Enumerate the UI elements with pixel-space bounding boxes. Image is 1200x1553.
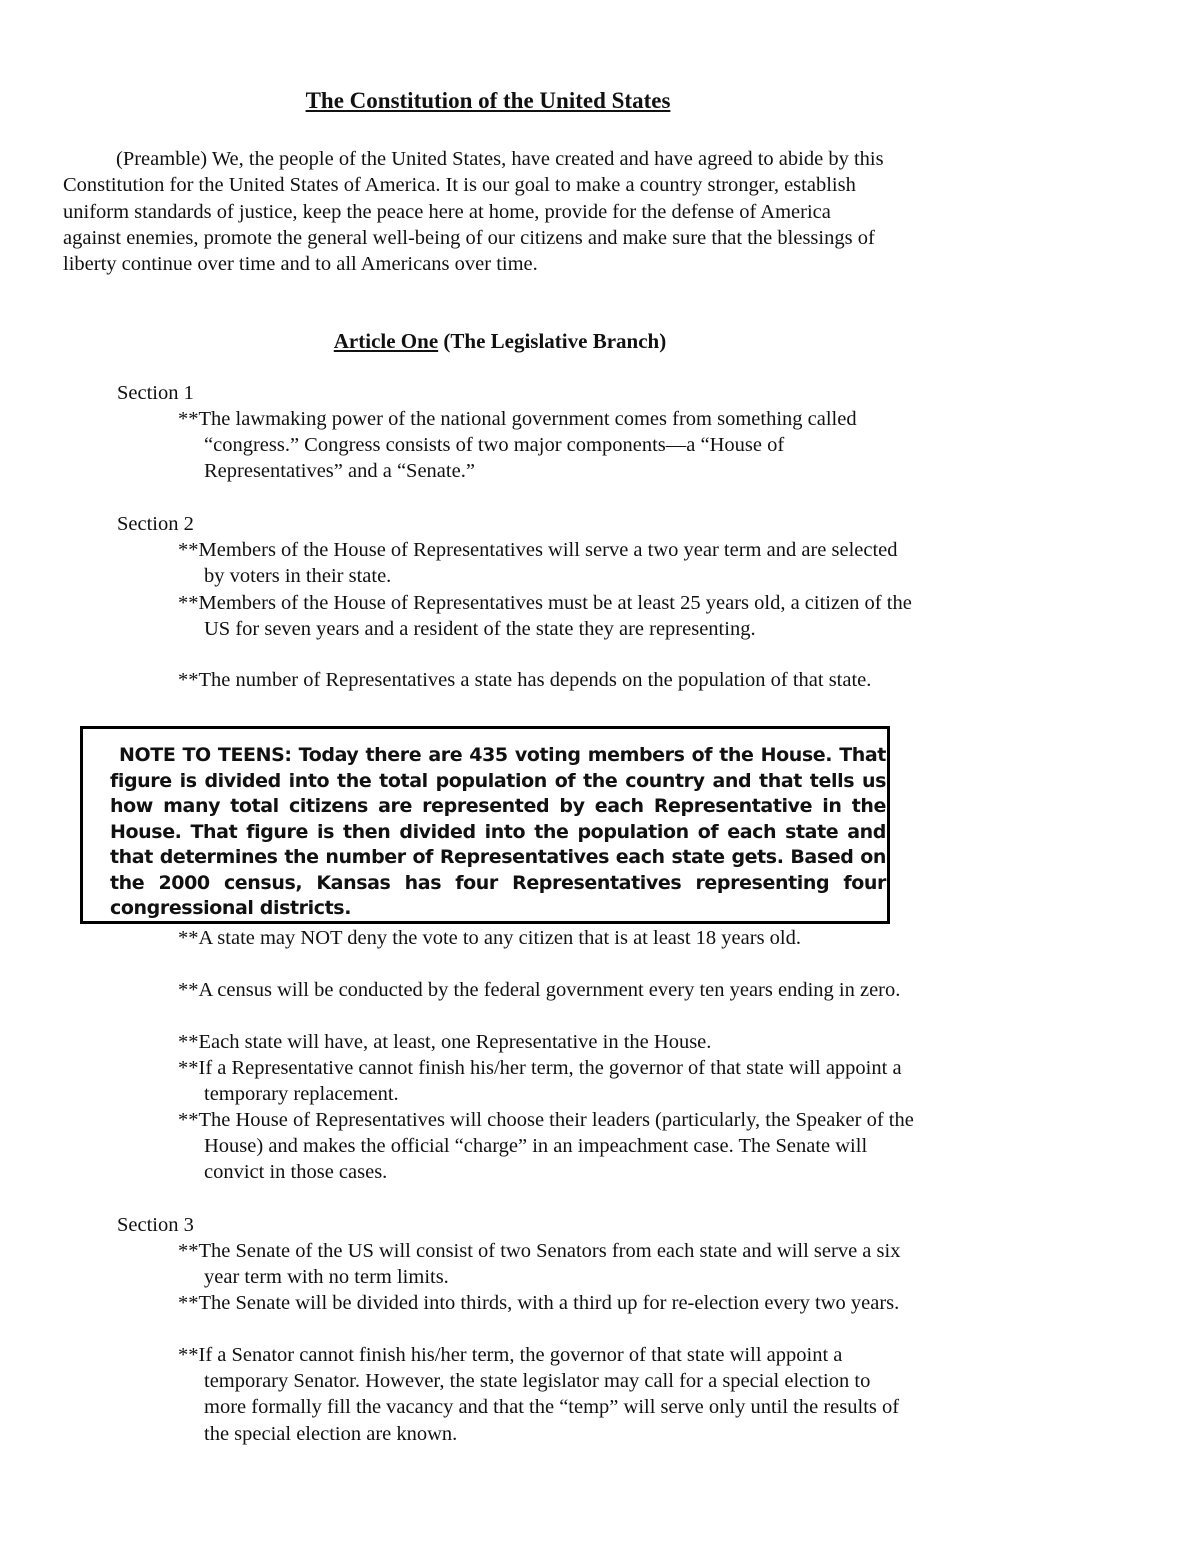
note-to-teens-box <box>80 726 890 924</box>
section-3-item: **The Senate of the US will consist of two Senators from each state and will serve a six year term with no term limits. <box>178 1240 901 1289</box>
section-3-item: **If a Senator cannot finish his/her term, the governor of that state will appoint a temporary Senator. However, the state legislator may call for a special election to more formally fill the vacancy and that the “temp” will serve only until the results of the special election are known. <box>178 1344 900 1445</box>
article-name: Article One <box>333 329 439 353</box>
section-2-item: **The House of Representatives will choose their leaders (particularly, the Speaker of the House) and makes the official “charge” in an impeachment case. The Senate will convict in those cases. <box>178 1109 914 1184</box>
article-subtitle: (The Legislative Branch) <box>438 329 667 353</box>
section-2-item: **The number of Representatives a state has depends on the population of that state. <box>178 669 872 691</box>
section-2-item: **A census will be conducted by the federal government every ten years ending in zero. <box>178 979 901 1001</box>
note-to-teens-text: NOTE TO TEENS: Today there are 435 voting members of the House. That figure is divided into the total population of the country and that tells us how many total citizens are represented by each Representative in the House. That figure is then divided into the population of each state and that determines the number of Representatives each state gets. Based on the 2000 census, Kansas has four Representatives representing four congressional districts. <box>110 744 886 919</box>
section-2-item: **A state may NOT deny the vote to any citizen that is at least 18 years old. <box>178 927 802 949</box>
section-3-item: **The Senate will be divided into thirds, with a third up for re-election every two years. <box>178 1292 900 1314</box>
section-2-item: **If a Representative cannot finish his/her term, the governor of that state will appoint a temporary replacement. <box>178 1057 902 1106</box>
document-title: The Constitution of the United States <box>305 88 671 113</box>
section-2-item: **Members of the House of Representatives must be at least 25 years old, a citizen of the US for seven years and a resident of the state they are representing. <box>178 592 912 641</box>
section-2-item: **Members of the House of Representatives will serve a two year term and are selected by voters in their state. <box>178 539 898 588</box>
article-heading <box>0 328 1000 354</box>
section-1-item: **The lawmaking power of the national government comes from something called “congress.” Congress consists of two major components—a “House of Representatives” and a “Senate.” <box>178 408 857 483</box>
section-3-label: Section 3 <box>117 1214 194 1236</box>
section-2-label: Section 2 <box>117 513 194 535</box>
section-1-label: Section 1 <box>117 382 194 404</box>
section-2-item: **Each state will have, at least, one Representative in the House. <box>178 1031 712 1053</box>
preamble-paragraph: (Preamble) We, the people of the United States, have created and have agreed to abide by this Constitution for the United States of America. It is our goal to make a country stronger, establish uniform standards of justice, keep the peace here at home, provide for the defense of America against enemies, promote the general well-being of our citizens and make sure that the blessings of liberty continue over time and to all Americans over time. <box>63 148 884 276</box>
